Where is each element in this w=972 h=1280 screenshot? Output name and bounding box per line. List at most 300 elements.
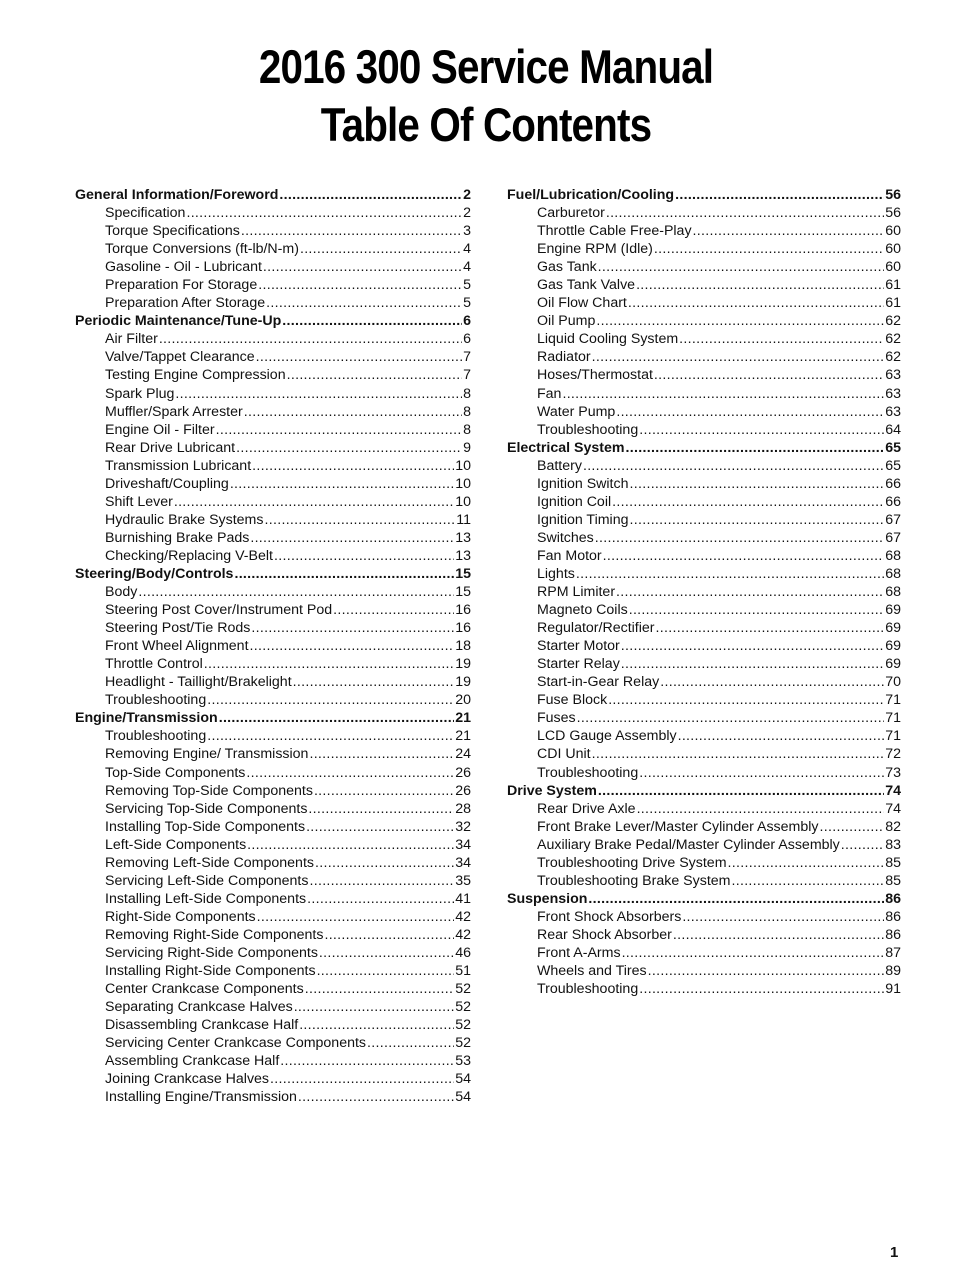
toc-entry[interactable] <box>507 583 901 601</box>
toc-entry-title: Specification <box>105 205 186 222</box>
toc-entry-page: 4 <box>463 241 471 258</box>
toc-entry-page: 83 <box>885 836 901 853</box>
toc-entry[interactable] <box>75 836 471 854</box>
title-line-2: Table Of Contents <box>320 98 652 151</box>
toc-entry[interactable] <box>507 204 901 222</box>
toc-entry-page: 67 <box>885 511 901 528</box>
toc-section-heading[interactable] <box>75 312 471 330</box>
toc-section-heading-page: 86 <box>885 890 901 907</box>
toc-entry-title: Fan Motor <box>537 547 602 564</box>
toc-entry-page: 8 <box>463 385 471 402</box>
toc-entry-title: Assembling Crankcase Half <box>105 1053 280 1070</box>
toc-entry[interactable] <box>507 222 901 240</box>
toc-entry-page: 21 <box>455 728 471 745</box>
toc-entry[interactable] <box>75 745 471 763</box>
toc-entry[interactable] <box>75 872 471 890</box>
toc-entry[interactable] <box>507 745 901 763</box>
toc-entry[interactable] <box>507 800 901 818</box>
toc-entry[interactable] <box>75 366 471 384</box>
toc-entry-page: 6 <box>463 331 471 348</box>
toc-entry[interactable] <box>507 980 901 998</box>
dot-leader <box>621 655 884 673</box>
dot-leader <box>246 764 454 782</box>
toc-entry[interactable] <box>75 655 471 673</box>
toc-entry[interactable] <box>75 385 471 403</box>
toc-entry[interactable] <box>507 366 901 384</box>
dot-leader <box>598 782 884 800</box>
toc-entry[interactable] <box>75 258 471 276</box>
toc-entry-page: 28 <box>455 800 471 817</box>
toc-entry-title: Troubleshooting <box>105 728 207 745</box>
toc-entry-title: CDI Unit <box>537 746 591 763</box>
toc-entry-title: Front A-Arms <box>537 944 621 961</box>
toc-entry-title: Auxiliary Brake Pedal/Master Cylinder Assembly <box>537 836 840 853</box>
toc-entry-title: Servicing Right-Side Components <box>105 944 318 961</box>
toc-entry-title: Magneto Coils <box>537 602 628 619</box>
toc-entry-page: 68 <box>885 565 901 582</box>
toc-entry[interactable] <box>75 348 471 366</box>
toc-entry-page: 86 <box>885 908 901 925</box>
dot-leader <box>216 421 463 439</box>
toc-entry-page: 72 <box>885 746 901 763</box>
dot-leader <box>299 1016 454 1034</box>
toc-section-heading[interactable] <box>75 709 471 727</box>
dot-leader <box>234 565 454 583</box>
toc-section-heading-page: 21 <box>455 710 471 727</box>
toc-entry-title: Ignition Timing <box>537 511 629 528</box>
toc-entry[interactable] <box>507 727 901 745</box>
toc-entry-page: 5 <box>463 295 471 312</box>
toc-entry[interactable] <box>507 962 901 980</box>
toc-entry-page: 7 <box>463 367 471 384</box>
toc-entry[interactable] <box>507 691 901 709</box>
dot-leader <box>629 475 884 493</box>
toc-entry[interactable] <box>75 908 471 926</box>
toc-entry[interactable] <box>507 312 901 330</box>
toc-entry-title: Troubleshooting <box>105 692 207 709</box>
toc-entry[interactable] <box>507 565 901 583</box>
dot-leader <box>728 854 885 872</box>
toc-entry[interactable] <box>507 655 901 673</box>
toc-entry[interactable] <box>75 890 471 908</box>
toc-entry-page: 62 <box>885 313 901 330</box>
toc-section <box>75 312 471 565</box>
dot-leader <box>282 312 462 330</box>
toc-entry-page: 16 <box>455 620 471 637</box>
toc-entry-page: 34 <box>455 854 471 871</box>
dot-leader <box>251 619 454 637</box>
toc-entry[interactable] <box>75 511 471 529</box>
toc-section <box>507 186 901 439</box>
toc-section-heading-page: 74 <box>885 782 901 799</box>
toc-entry[interactable] <box>75 222 471 240</box>
toc-entry[interactable] <box>507 908 901 926</box>
dot-leader <box>306 818 454 836</box>
dot-leader <box>274 547 454 565</box>
dot-leader <box>257 908 455 926</box>
toc-entry-title: Hoses/Thermostat <box>537 367 653 384</box>
toc-section <box>507 890 901 998</box>
dot-leader <box>247 836 454 854</box>
toc-entry-title: Checking/Replacing V-Belt <box>105 547 273 564</box>
toc-entry-title: Troubleshooting <box>537 764 639 781</box>
dot-leader <box>309 745 454 763</box>
toc-section <box>75 709 471 1106</box>
toc-entry[interactable] <box>507 330 901 348</box>
toc-entry[interactable] <box>507 673 901 691</box>
dot-leader <box>315 854 454 872</box>
toc-section <box>507 439 901 782</box>
toc-entry-page: 52 <box>455 999 471 1016</box>
toc-entry-title: Removing Top-Side Components <box>105 782 313 799</box>
dot-leader <box>308 800 454 818</box>
toc-entry[interactable] <box>507 240 901 258</box>
toc-entry-page: 42 <box>455 908 471 925</box>
dot-leader <box>639 421 884 439</box>
dot-leader <box>204 655 454 673</box>
dot-leader <box>324 926 454 944</box>
toc-entry-title: Removing Right-Side Components <box>105 926 324 943</box>
toc-entry-page: 16 <box>455 602 471 619</box>
toc-entry-title: Steering Post/Tie Rods <box>105 620 251 637</box>
toc-entry[interactable] <box>507 836 901 854</box>
toc-entry-title: Valve/Tappet Clearance <box>105 349 255 366</box>
dot-leader <box>244 403 462 421</box>
toc-entry[interactable] <box>75 583 471 601</box>
toc-section-heading-title: General Information/Foreword <box>75 187 279 203</box>
dot-leader <box>300 240 462 258</box>
toc-entry[interactable] <box>75 1016 471 1034</box>
toc-section-heading[interactable] <box>507 782 901 800</box>
toc-entry-title: Spark Plug <box>105 385 175 402</box>
toc-entry-page: 89 <box>885 963 901 980</box>
toc-section-heading-page: 2 <box>463 187 471 203</box>
toc-entry-page: 73 <box>885 764 901 781</box>
dot-leader <box>654 366 884 384</box>
toc-entry-page: 32 <box>455 818 471 835</box>
toc-entry-page: 2 <box>463 205 471 222</box>
toc-entry-page: 66 <box>885 475 901 492</box>
toc-entry[interactable] <box>75 294 471 312</box>
toc-entry-title: Gasoline - Oil - Lubricant <box>105 259 262 276</box>
dot-leader <box>603 547 885 565</box>
dot-leader <box>264 511 455 529</box>
toc-entry-title: Ignition Switch <box>537 475 629 492</box>
dot-leader <box>236 439 462 457</box>
toc-entry[interactable] <box>75 475 471 493</box>
toc-entry-title: Installing Right-Side Components <box>105 963 316 980</box>
dot-leader <box>577 709 885 727</box>
toc-entry[interactable] <box>507 258 901 276</box>
toc-entry-page: 60 <box>885 259 901 276</box>
toc-entry-page: 56 <box>885 205 901 222</box>
dot-leader <box>266 294 462 312</box>
toc-entry[interactable] <box>507 276 901 294</box>
dot-leader <box>636 276 884 294</box>
toc-entry-page: 62 <box>885 331 901 348</box>
toc-entry[interactable] <box>75 926 471 944</box>
toc-entry[interactable] <box>75 691 471 709</box>
dot-leader <box>256 348 463 366</box>
toc-entry-page: 52 <box>455 981 471 998</box>
toc-entry-title: Shift Lever <box>105 493 173 510</box>
toc-entry[interactable] <box>75 782 471 800</box>
toc-entry[interactable] <box>507 709 901 727</box>
toc-entry-page: 26 <box>455 764 471 781</box>
toc-entry-title: Oil Flow Chart <box>537 295 627 312</box>
toc-entry-title: Throttle Cable Free-Play <box>537 223 692 240</box>
toc-entry-page: 5 <box>463 277 471 294</box>
dot-leader <box>305 980 454 998</box>
toc-entry[interactable] <box>75 619 471 637</box>
dot-leader <box>612 493 884 511</box>
toc-entry-page: 54 <box>455 1089 471 1106</box>
toc-entry[interactable] <box>75 800 471 818</box>
dot-leader <box>287 366 463 384</box>
toc-entry-page: 20 <box>455 692 471 709</box>
toc-entry[interactable] <box>507 818 901 836</box>
toc-section-heading-title: Electrical System <box>507 439 625 456</box>
toc-entry-title: Preparation For Storage <box>105 277 258 294</box>
toc-entry[interactable] <box>75 637 471 655</box>
dot-leader <box>819 818 884 836</box>
dot-leader <box>588 890 884 908</box>
toc-entry[interactable] <box>507 457 901 475</box>
dot-leader <box>606 204 884 222</box>
dot-leader <box>250 637 455 655</box>
toc-right-column <box>507 186 901 998</box>
toc-entry-page: 63 <box>885 403 901 420</box>
toc-entry[interactable] <box>75 764 471 782</box>
toc-entry-title: Installing Top-Side Components <box>105 818 306 835</box>
toc-entry-title: RPM Limiter <box>537 584 616 601</box>
toc-entry[interactable] <box>75 493 471 511</box>
toc-entry-page: 63 <box>885 367 901 384</box>
toc-entry-title: Installing Left-Side Components <box>105 890 307 907</box>
toc-section-heading[interactable] <box>507 439 901 457</box>
toc-entry[interactable] <box>75 1088 471 1106</box>
dot-leader <box>598 258 885 276</box>
dot-leader <box>626 439 885 457</box>
toc-section-heading[interactable] <box>75 186 471 204</box>
toc-section-heading-page: 65 <box>885 439 901 456</box>
toc-entry[interactable] <box>75 330 471 348</box>
toc-entry-page: 46 <box>455 944 471 961</box>
toc-entry-title: Right-Side Components <box>105 908 256 925</box>
toc-entry-title: Disassembling Crankcase Half <box>105 1017 299 1034</box>
dot-leader <box>616 583 884 601</box>
toc-entry-title: Servicing Center Crankcase Components <box>105 1035 367 1052</box>
toc-entry[interactable] <box>507 764 901 782</box>
toc-entry[interactable] <box>507 944 901 962</box>
toc-section-heading[interactable] <box>507 890 901 908</box>
dot-leader <box>637 800 885 818</box>
toc-entry[interactable] <box>75 818 471 836</box>
toc-entry[interactable] <box>507 421 901 439</box>
dot-leader <box>562 385 884 403</box>
dot-leader <box>654 240 884 258</box>
toc-entry[interactable] <box>507 475 901 493</box>
toc-entry-title: Torque Specifications <box>105 223 240 240</box>
toc-entry[interactable] <box>507 385 901 403</box>
toc-entry[interactable] <box>75 854 471 872</box>
toc-entry[interactable] <box>75 1034 471 1052</box>
toc-entry-page: 86 <box>885 926 901 943</box>
toc-entry-title: Regulator/Rectifier <box>537 620 655 637</box>
toc-entry[interactable] <box>75 673 471 691</box>
toc-entry-title: Left-Side Components <box>105 836 247 853</box>
toc-entry[interactable] <box>75 601 471 619</box>
toc-entry-title: Carburetor <box>537 205 605 222</box>
toc-entry[interactable] <box>75 403 471 421</box>
toc-entry[interactable] <box>75 998 471 1016</box>
toc-entry[interactable] <box>75 529 471 547</box>
toc-entry-page: 69 <box>885 602 901 619</box>
toc-entry-page: 71 <box>885 728 901 745</box>
dot-leader <box>616 403 884 421</box>
toc-section-heading-title: Periodic Maintenance/Tune-Up <box>75 313 282 330</box>
toc-entry-page: 69 <box>885 656 901 673</box>
dot-leader <box>175 385 462 403</box>
toc-entry-page: 68 <box>885 547 901 564</box>
toc-entry-page: 8 <box>463 421 471 438</box>
toc-entry-title: Gas Tank Valve <box>537 277 636 294</box>
toc-entry-page: 62 <box>885 349 901 366</box>
dot-leader <box>583 457 884 475</box>
toc-entry-page: 26 <box>455 782 471 799</box>
toc-entry[interactable] <box>75 727 471 745</box>
toc-entry[interactable] <box>507 926 901 944</box>
toc-entry-page: 15 <box>455 584 471 601</box>
toc-entry-title: Front Brake Lever/Master Cylinder Assembly <box>537 818 819 835</box>
toc-entry-title: Throttle Control <box>105 656 203 673</box>
toc-entry[interactable] <box>507 403 901 421</box>
toc-entry[interactable] <box>75 944 471 962</box>
toc-entry-title: Starter Motor <box>537 638 620 655</box>
toc-entry-page: 71 <box>885 710 901 727</box>
toc-entry[interactable] <box>75 421 471 439</box>
toc-entry-page: 68 <box>885 584 901 601</box>
toc-entry-title: Headlight - Taillight/Brakelight <box>105 674 292 691</box>
toc-entry-title: Start-in-Gear Relay <box>537 674 660 691</box>
toc-entry-title: Engine Oil - Filter <box>105 421 215 438</box>
dot-leader <box>660 673 884 691</box>
toc-entry-title: Fuses <box>537 710 576 727</box>
dot-leader <box>592 348 885 366</box>
document-title <box>0 38 972 154</box>
toc-entry-page: 66 <box>885 493 901 510</box>
toc-entry[interactable] <box>75 980 471 998</box>
toc-entry[interactable] <box>75 1070 471 1088</box>
dot-leader <box>263 258 462 276</box>
toc-entry-title: Transmission Lubricant <box>105 457 252 474</box>
dot-leader <box>639 980 884 998</box>
toc-entry-title: Rear Shock Absorber <box>537 926 672 943</box>
dot-leader <box>639 764 884 782</box>
dot-leader <box>682 908 884 926</box>
toc-entry-page: 7 <box>463 349 471 366</box>
toc-entry-page: 85 <box>885 872 901 889</box>
toc-entry[interactable] <box>507 872 901 890</box>
toc-section-heading-title: Engine/Transmission <box>75 710 218 727</box>
toc-entry[interactable] <box>75 240 471 258</box>
toc-entry-page: 61 <box>885 295 901 312</box>
toc-entry-title: Front Shock Absorbers <box>537 908 682 925</box>
toc-section-heading-title: Steering/Body/Controls <box>75 565 234 582</box>
toc-entry-page: 61 <box>885 277 901 294</box>
toc-entry[interactable] <box>75 1052 471 1070</box>
dot-leader <box>608 691 884 709</box>
toc-entry[interactable] <box>75 204 471 222</box>
toc-entry-page: 63 <box>885 385 901 402</box>
toc-entry[interactable] <box>507 619 901 637</box>
toc-section-heading[interactable] <box>507 186 901 204</box>
toc-entry-page: 91 <box>885 981 901 998</box>
toc-entry-page: 41 <box>455 890 471 907</box>
toc-entry-page: 67 <box>885 529 901 546</box>
toc-entry[interactable] <box>507 529 901 547</box>
toc-entry-title: Ignition Coil <box>537 493 612 510</box>
toc-entry[interactable] <box>507 348 901 366</box>
toc-entry[interactable] <box>507 854 901 872</box>
dot-leader <box>693 222 885 240</box>
toc-entry-title: Engine RPM (Idle) <box>537 241 653 258</box>
dot-leader <box>159 330 462 348</box>
toc-entry-title: Driveshaft/Coupling <box>105 475 229 492</box>
toc-entry[interactable] <box>75 439 471 457</box>
toc-entry-title: Fan <box>537 385 562 402</box>
dot-leader <box>621 637 884 655</box>
toc-entry[interactable] <box>75 547 471 565</box>
dot-leader <box>629 601 885 619</box>
toc-entry-page: 71 <box>885 692 901 709</box>
toc-entry-page: 85 <box>885 854 901 871</box>
toc-entry[interactable] <box>507 294 901 312</box>
toc-section-heading-title: Drive System <box>507 782 597 799</box>
toc-entry-page: 87 <box>885 944 901 961</box>
toc-entry[interactable] <box>507 493 901 511</box>
dot-leader <box>294 998 455 1016</box>
toc-entry[interactable] <box>507 511 901 529</box>
toc-entry[interactable] <box>507 601 901 619</box>
dot-leader <box>279 186 462 204</box>
toc-entry[interactable] <box>507 637 901 655</box>
toc-entry-page: 18 <box>455 638 471 655</box>
dot-leader <box>648 962 885 980</box>
dot-leader <box>307 890 454 908</box>
toc-entry[interactable] <box>75 962 471 980</box>
dot-leader <box>656 619 885 637</box>
toc-entry-title: Water Pump <box>537 403 616 420</box>
toc-section-heading[interactable] <box>75 565 471 583</box>
page-number: 1 <box>890 1244 899 1261</box>
dot-leader <box>252 457 454 475</box>
dot-leader <box>258 276 462 294</box>
toc-entry-page: 52 <box>455 1035 471 1052</box>
toc-entry-page: 34 <box>455 836 471 853</box>
dot-leader <box>592 745 885 763</box>
dot-leader <box>207 727 454 745</box>
toc-entry[interactable] <box>507 547 901 565</box>
toc-section-heading-title: Suspension <box>507 890 588 907</box>
toc-entry-title: Lights <box>537 565 575 582</box>
dot-leader <box>576 565 884 583</box>
dot-leader <box>270 1070 454 1088</box>
toc-entry[interactable] <box>75 457 471 475</box>
toc-entry[interactable] <box>75 276 471 294</box>
toc-entry-title: Troubleshooting Brake System <box>537 872 731 889</box>
toc-entry-page: 54 <box>455 1071 471 1088</box>
